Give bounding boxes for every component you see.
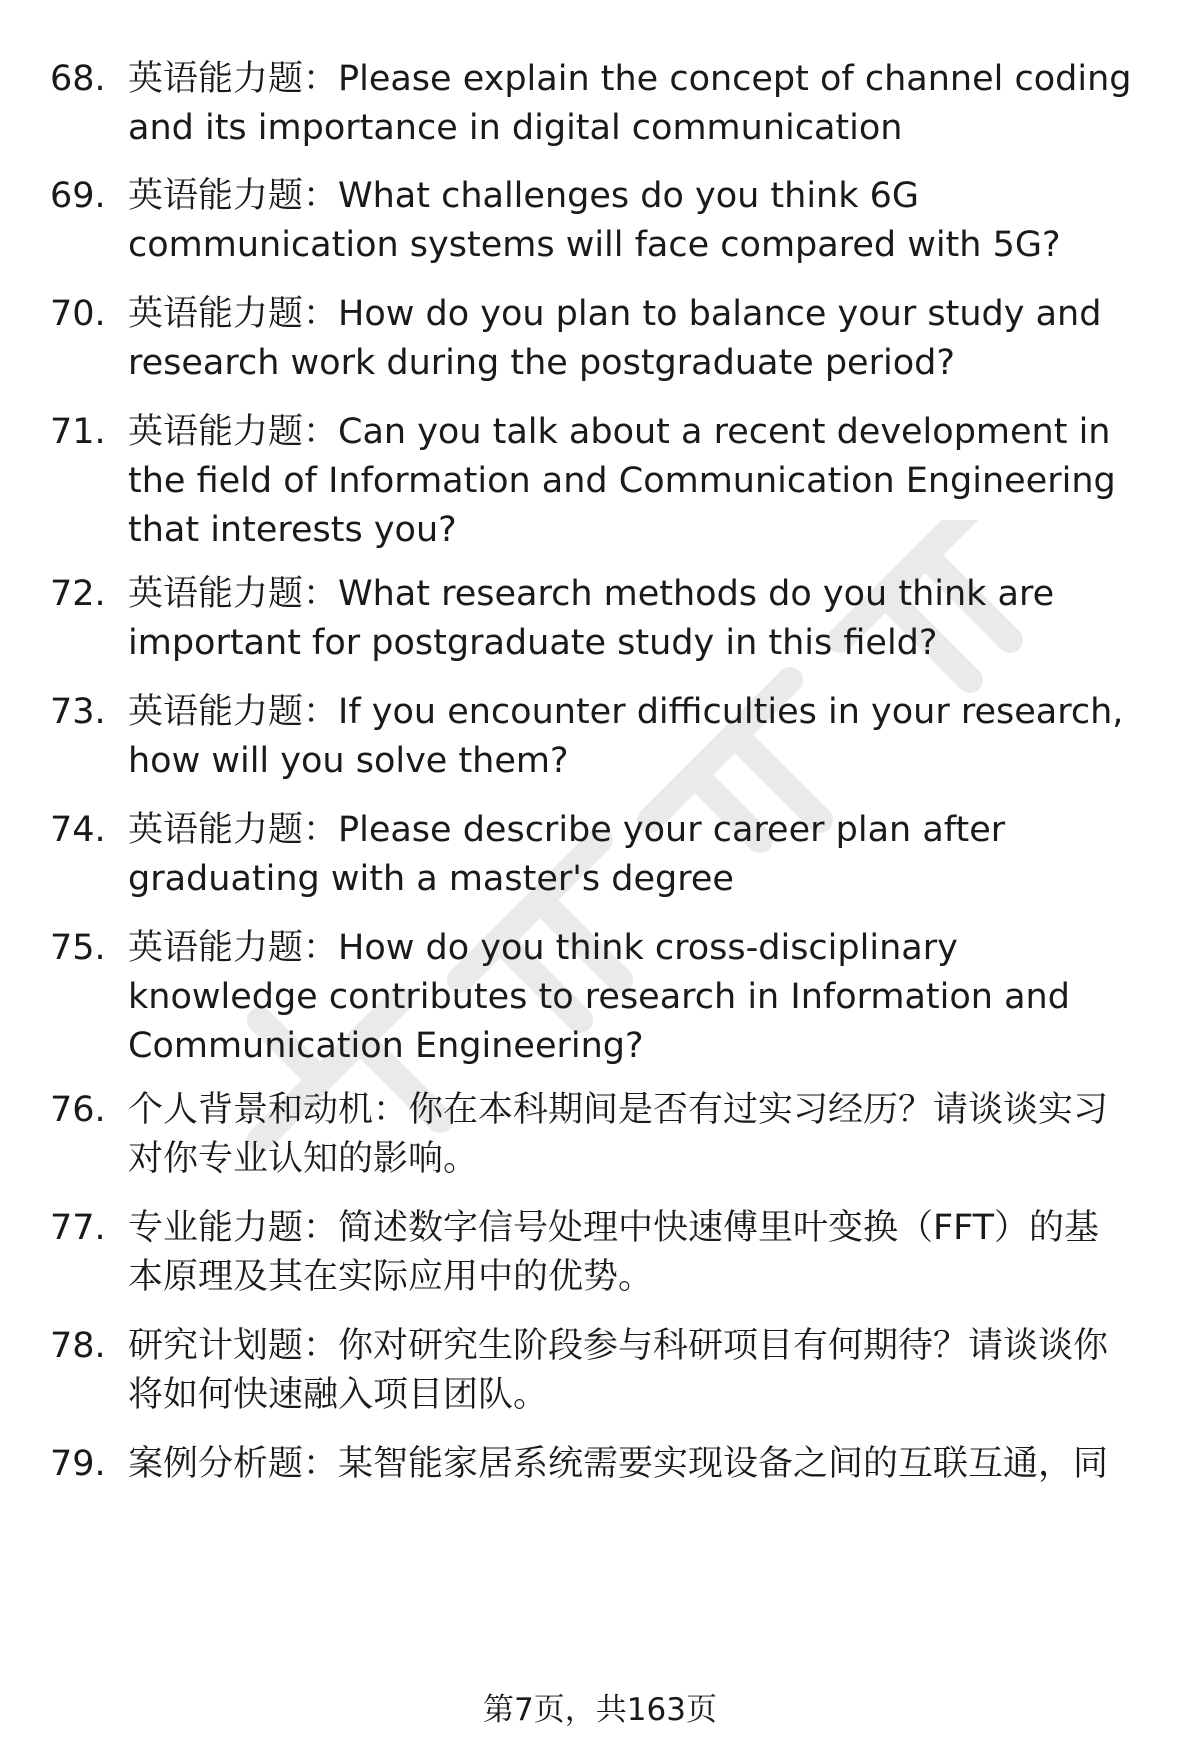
page-footer (0, 1690, 1200, 1730)
question-number: 78. (50, 1326, 106, 1366)
question-text: 英语能力题：What research methods do you think are important for postgraduate study in this field? (128, 574, 1055, 663)
question-text: 研究计划题：你对研究生阶段参与科研项目有何期待？请谈谈你 将如何快速融入项目团队。 (128, 1326, 1109, 1415)
question-text: 英语能力题：How do you think cross-disciplinary knowledge contributes to research in Information and Communication Engineering? (128, 928, 1070, 1066)
question-text: 英语能力题：How do you plan to balance your study and research work during the postgraduate period? (128, 294, 1102, 383)
question-text: 英语能力题：Can you talk about a recent development in the field of Information and Communication Engineering that interests you? (128, 412, 1116, 550)
question-number: 71. (50, 412, 106, 452)
question-number: 75. (50, 928, 106, 968)
question-number: 76. (50, 1090, 106, 1130)
page-number: 第7页，共163页 (483, 1692, 717, 1728)
question-number: 72. (50, 574, 106, 614)
question-text: 英语能力题：Please explain the concept of channel coding and its importance in digital communication (128, 59, 1132, 148)
question-number: 73. (50, 692, 106, 732)
question-text: 英语能力题：If you encounter difficulties in your research, how will you solve them? (128, 692, 1124, 781)
question-number: 68. (50, 59, 106, 99)
question-number: 69. (50, 176, 106, 216)
question-text: 英语能力题：What challenges do you think 6G communication systems will face compared with 5G? (128, 176, 1061, 265)
question-number: 70. (50, 294, 106, 334)
question-text: 专业能力题：简述数字信号处理中快速傅里叶变换（FFT）的基 本原理及其在实际应用中的优势。 (128, 1208, 1100, 1297)
question-text: 案例分析题：某智能家居系统需要实现设备之间的互联互通，同 (128, 1444, 1109, 1484)
question-text: 英语能力题：Please describe your career plan after graduating with a master's degree (128, 810, 1006, 899)
question-number: 77. (50, 1208, 106, 1248)
question-text: 个人背景和动机：你在本科期间是否有过实习经历？请谈谈实习 对你专业认知的影响。 (128, 1090, 1109, 1179)
question-number: 74. (50, 810, 106, 850)
question-number: 79. (50, 1444, 106, 1484)
